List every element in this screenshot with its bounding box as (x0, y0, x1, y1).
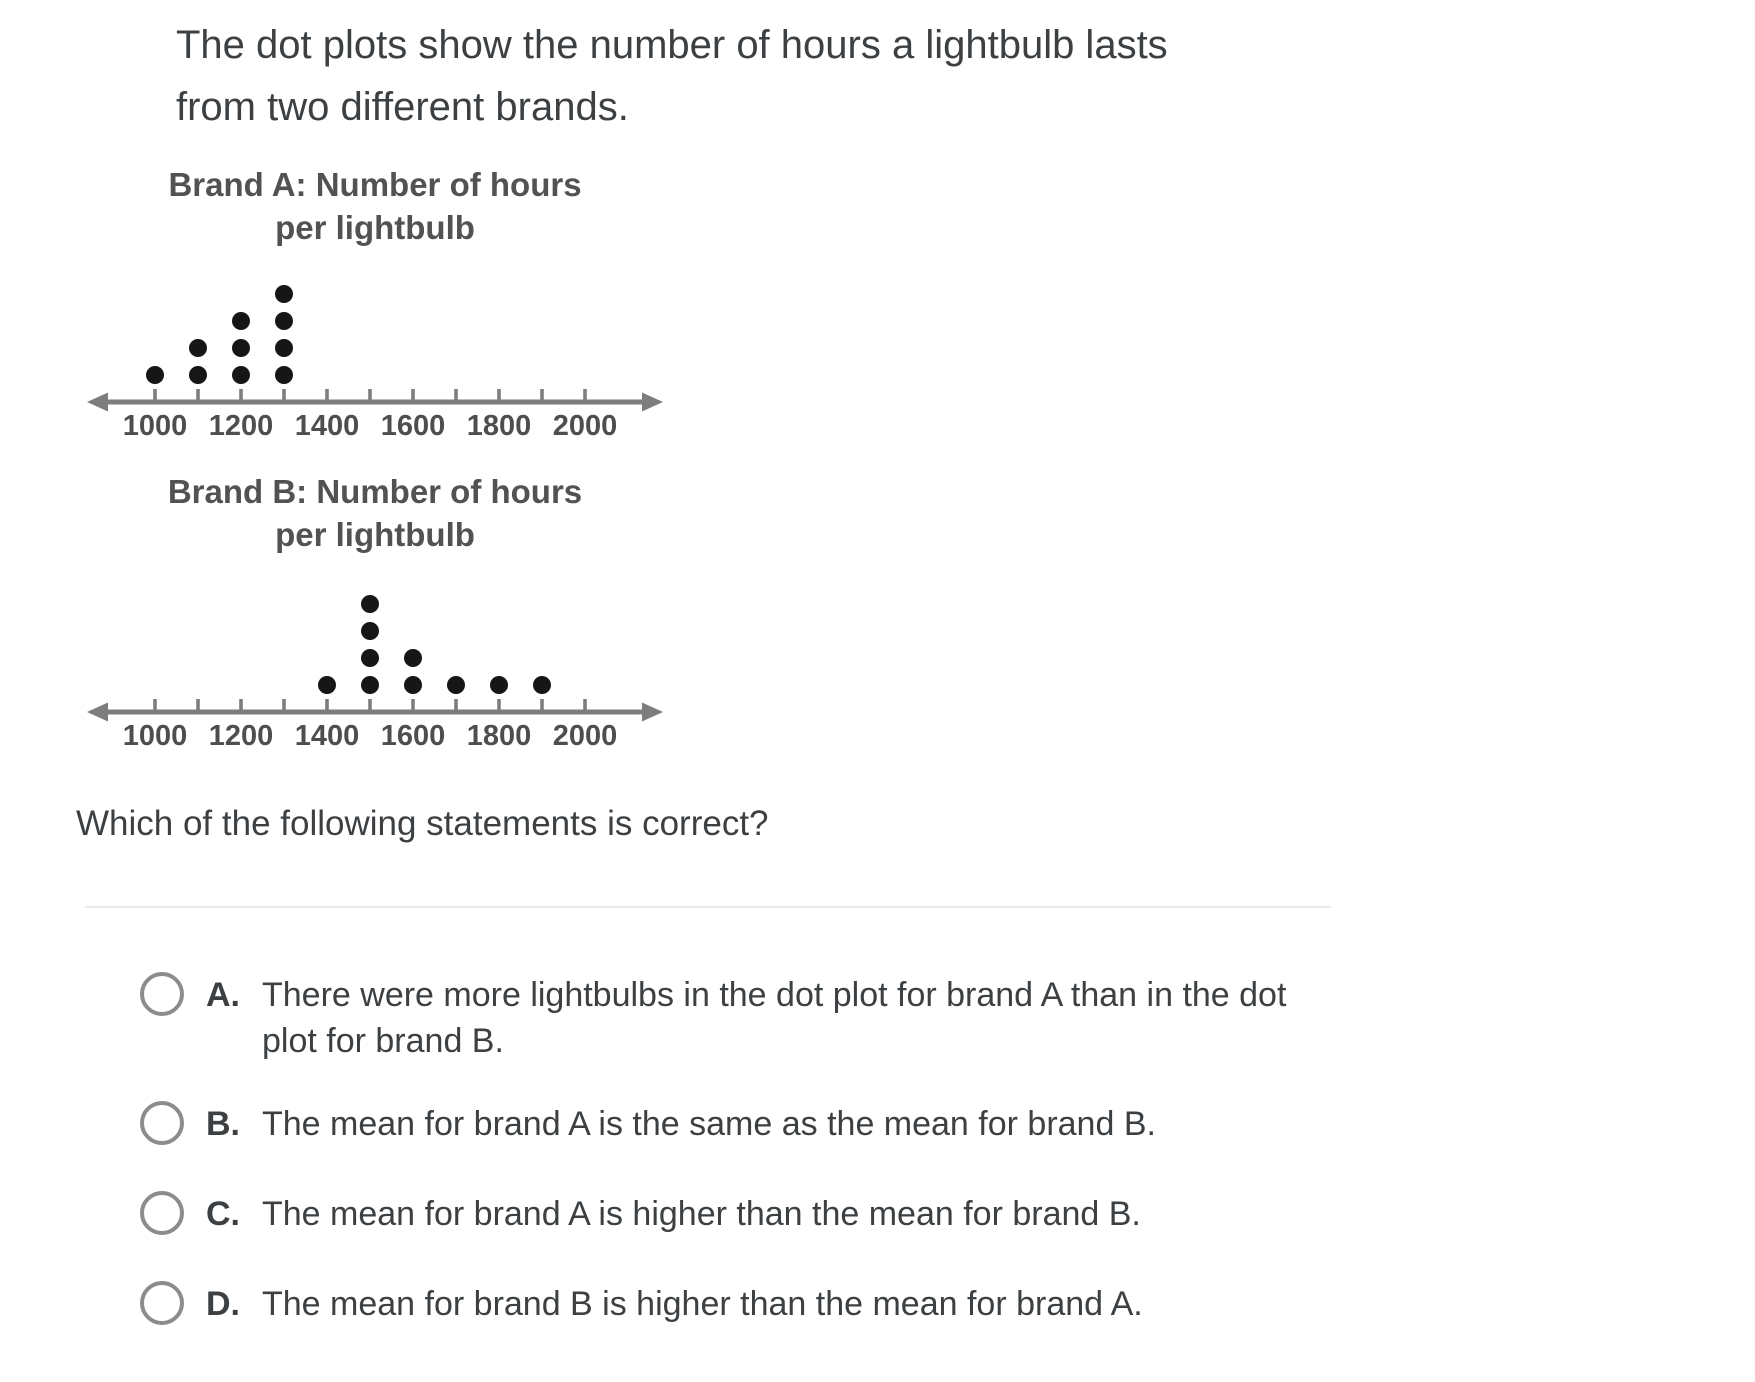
option-b-letter: B. (206, 1105, 240, 1143)
option-d-text: The mean for brand B is higher than the mean for brand A. (262, 1285, 1143, 1323)
divider (85, 906, 1331, 908)
option-d[interactable] (140, 1281, 1143, 1327)
radio-button-d[interactable] (140, 1281, 184, 1325)
brand-b-chart-title-line-1: Brand B: Number of hours (167, 473, 583, 510)
brand-a-chart-title-line-1: Brand A: Number of hours (168, 166, 582, 203)
svg-text:1000: 1000 (122, 410, 188, 442)
brand-b-chart-title (145, 470, 605, 556)
intro-line-2: from two different brands. (176, 85, 629, 129)
brand-a-dot-plot (85, 272, 665, 447)
svg-text:1200: 1200 (208, 410, 274, 442)
brand-a-chart-title (145, 163, 605, 249)
svg-text:1800: 1800 (466, 410, 532, 442)
question-intro (176, 14, 1168, 138)
option-b-text: The mean for brand A is the same as the mean for brand B. (262, 1105, 1156, 1143)
svg-text:1400: 1400 (294, 410, 360, 442)
svg-text:1600: 1600 (380, 720, 446, 752)
svg-text:2000: 2000 (552, 720, 618, 752)
option-c-text: The mean for brand A is higher than the mean for brand B. (262, 1195, 1141, 1233)
svg-text:1400: 1400 (294, 720, 360, 752)
brand-b-chart-title-line-2: per lightbulb (275, 516, 475, 553)
option-a-letter: A. (206, 976, 240, 1014)
radio-button-a[interactable] (140, 972, 184, 1016)
option-c[interactable] (140, 1191, 1141, 1237)
option-c-letter: C. (206, 1195, 240, 1233)
radio-button-b[interactable] (140, 1101, 184, 1145)
question-text: Which of the following statements is correct? (76, 804, 769, 843)
svg-text:1000: 1000 (122, 720, 188, 752)
option-b[interactable] (140, 1101, 1156, 1147)
option-a[interactable] (140, 972, 1302, 1064)
intro-line-1: The dot plots show the number of hours a lightbulb lasts (176, 23, 1168, 67)
svg-text:1600: 1600 (380, 410, 446, 442)
svg-text:1200: 1200 (208, 720, 274, 752)
svg-text:1800: 1800 (466, 720, 532, 752)
radio-button-c[interactable] (140, 1191, 184, 1235)
brand-a-chart-title-line-2: per lightbulb (275, 209, 475, 246)
option-d-letter: D. (206, 1285, 240, 1323)
brand-b-dot-plot (85, 582, 665, 757)
option-a-text: There were more lightbulbs in the dot plot for brand A than in the dot plot for brand B. (262, 976, 1287, 1060)
svg-text:2000: 2000 (552, 410, 618, 442)
